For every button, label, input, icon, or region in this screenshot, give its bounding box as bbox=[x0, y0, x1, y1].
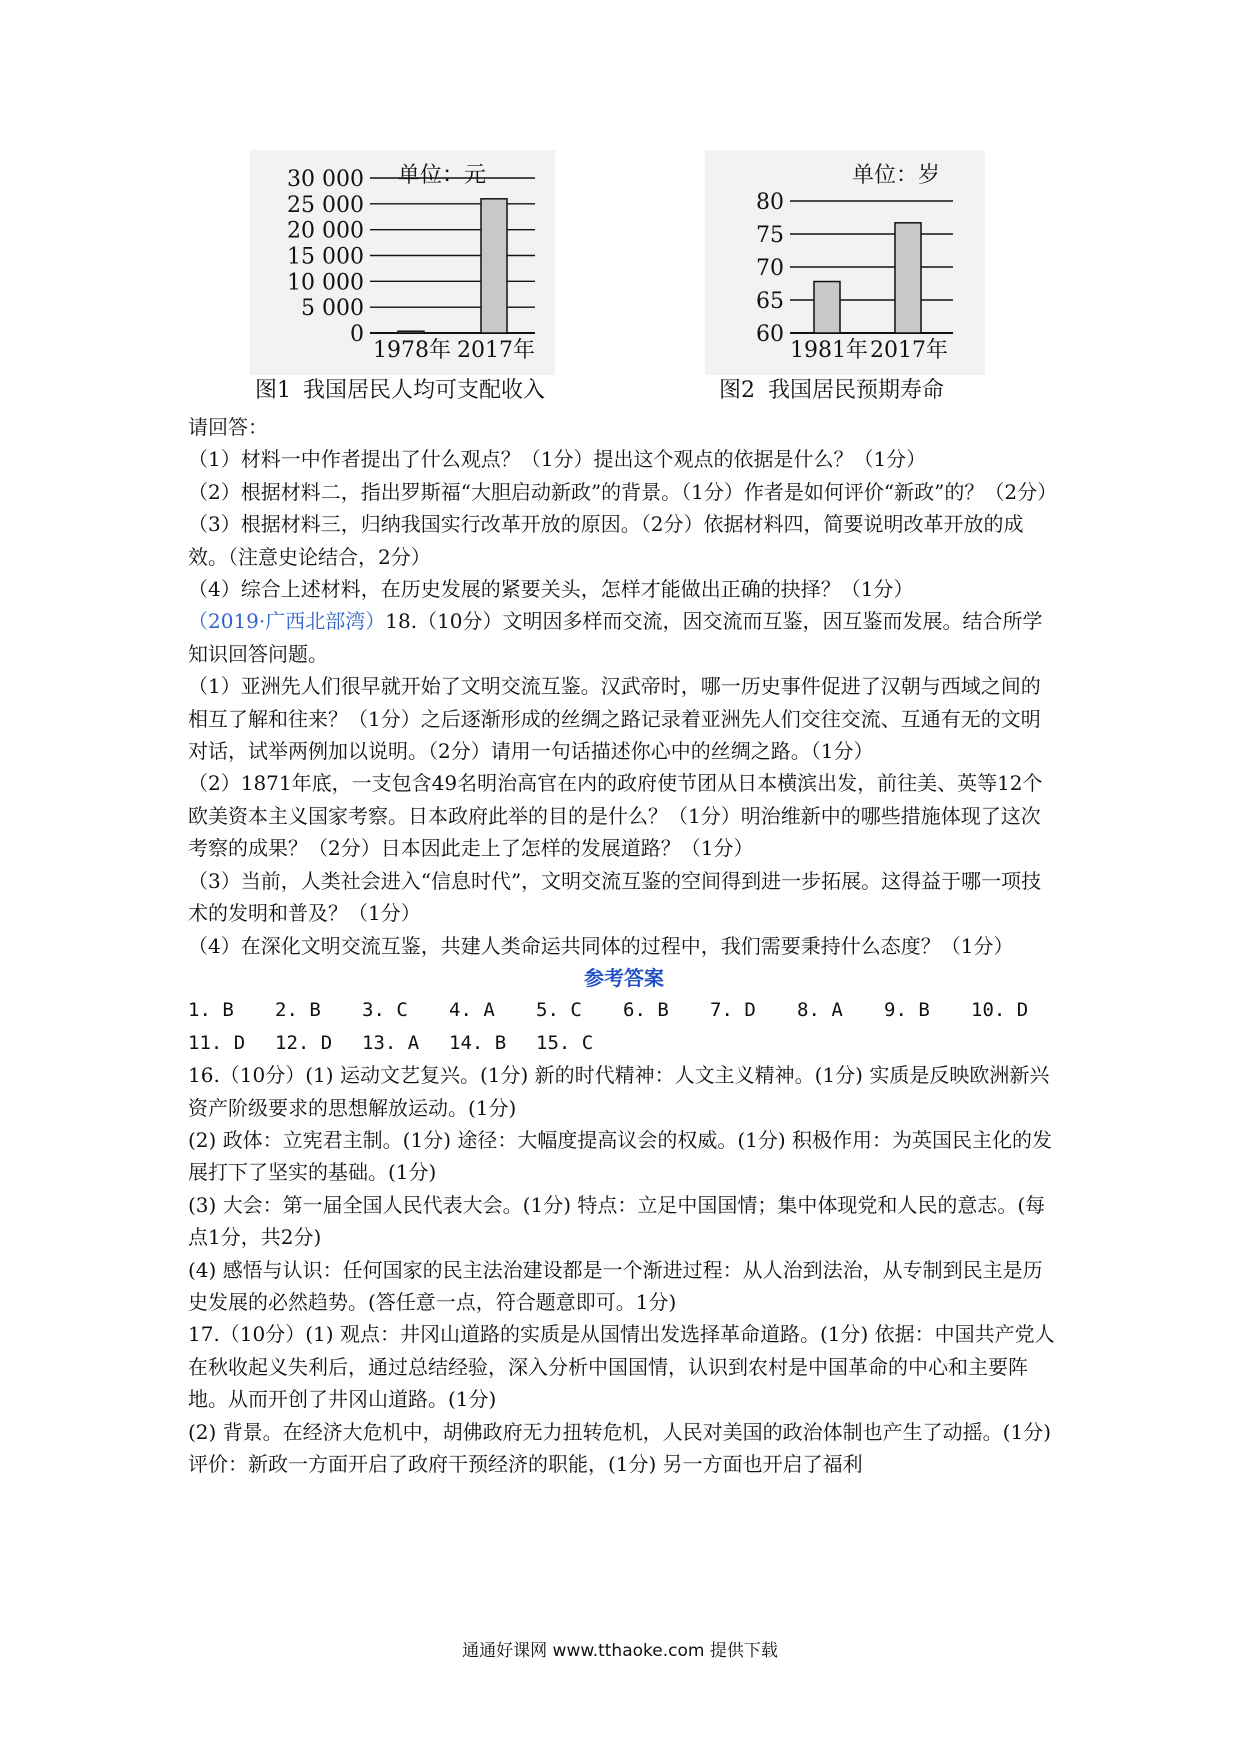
c2-ytick-label-3: 75 bbox=[756, 223, 784, 248]
c2-bar-1 bbox=[895, 223, 921, 333]
mcq-answer-11: 11. D bbox=[188, 1031, 246, 1054]
c2-ytick-label-1: 65 bbox=[756, 289, 784, 314]
figure-1-label: 图1 bbox=[255, 378, 291, 403]
question-prompt: 请回答： bbox=[188, 415, 268, 439]
mcq-answer-9: 9. B bbox=[884, 999, 930, 1022]
mcq-answer-5: 5. C bbox=[536, 999, 582, 1022]
figure-2-label: 图2 bbox=[719, 378, 755, 403]
mcq-answer-14: 14. B bbox=[449, 1031, 507, 1054]
c1-ytick-label-0: 0 bbox=[350, 322, 364, 347]
figure-2-life-expectancy-chart bbox=[705, 150, 985, 403]
answer-16-2: (2) 政体：立宪君主制。(1分) 途径：大幅度提高议会的权威。(1分) 积极作用：为英国民主化的发展打下了坚实的基础。(1分) bbox=[188, 1127, 1053, 1185]
answer-16-1: 16.（10分）(1) 运动文艺复兴。(1分) 新的时代精神：人文主义精神。(1分) 实质是反映欧洲新兴资产阶级要求的思想解放运动。(1分) bbox=[188, 1063, 1050, 1120]
figure-1-title: 我国居民人均可支配收入 bbox=[303, 378, 546, 403]
mcq-answer-4: 4. A bbox=[449, 999, 495, 1022]
c2-category-label-1: 2017年 bbox=[870, 338, 948, 363]
c2-bar-0 bbox=[814, 282, 840, 333]
question-18-3: （3）当前，人类社会进入“信息时代”，文明交流互鉴的空间得到进一步拓展。这得益于哪一项技术的发明和普及？（1分） bbox=[188, 868, 1042, 926]
mcq-answer-2: 2. B bbox=[275, 999, 321, 1022]
c2-ytick-label-0: 60 bbox=[756, 322, 784, 347]
c1-ytick-label-4: 20 000 bbox=[287, 218, 364, 244]
answer-17-2: (2) 背景。在经济大危机中，胡佛政府无力扭转危机，人民对美国的政治体制也产生了动摇。(1分) 评价：新政一方面开启了政府干预经济的职能，(1分) 另一方面也开启了福利 bbox=[188, 1419, 1052, 1476]
c1-ytick-label-1: 5 000 bbox=[301, 296, 364, 322]
question-17-3: （3）根据材料三，归纳我国实行改革开放的原因。（2分）依据材料四，简要说明改革开放的成效。（注意史论结合，2分） bbox=[188, 512, 1024, 569]
c1-bar-1 bbox=[481, 199, 507, 333]
c1-bar-0 bbox=[398, 331, 424, 333]
question-18-1: （1）亚洲先人们很早就开始了文明交流互鉴。汉武帝时，哪一历史事件促进了汉朝与西域之间的相互了解和往来？（1分）之后逐渐形成的丝绸之路记录着亚洲先人们交往交流、互通有无的文明对话，试举两例加以说明。（2分）请用一句话描述你心中的丝绸之路。（1分） bbox=[188, 674, 1041, 764]
mcq-answer-8: 8. A bbox=[797, 999, 843, 1022]
question-17-4: （4）综合上述材料，在历史发展的紧要关头，怎样才能做出正确的抉择？（1分） bbox=[188, 577, 914, 602]
mcq-answer-10: 10. D bbox=[971, 999, 1029, 1022]
c1-category-label-1: 2017年 bbox=[457, 338, 535, 363]
mcq-answer-6: 6. B bbox=[623, 999, 669, 1022]
question-18-stem: 18.（10分）文明因多样而交流，因交流而互鉴，因互鉴而发展。结合所学知识回答问题。 bbox=[188, 609, 1043, 666]
figure-1-unit-label: 单位：元 bbox=[398, 163, 487, 188]
c2-ytick-label-2: 70 bbox=[756, 256, 784, 281]
answer-16-4: (4) 感悟与认识：任何国家的民主法治建设都是一个渐进过程：从人治到法治，从专制到民主是历史发展的必然趋势。(答任意一点，符合题意即可。1分) bbox=[188, 1257, 1043, 1314]
mcq-answers bbox=[188, 994, 1060, 1059]
answer-16-3: (3) 大会：第一届全国人民代表大会。(1分) 特点：立足中国国情；集中体现党和人民的意志。(每点1分，共2分) bbox=[188, 1192, 1046, 1250]
question-18-source: （2019·广西北部湾） bbox=[188, 609, 386, 634]
figure-2-title: 我国居民预期寿命 bbox=[768, 378, 945, 403]
question-18-4: （4）在深化文明交流互鉴，共建人类命运共同体的过程中，我们需要秉持什么态度？（1分） bbox=[188, 933, 1014, 958]
mcq-answer-1: 1. B bbox=[188, 999, 234, 1022]
mcq-answer-7: 7. D bbox=[710, 999, 756, 1022]
mcq-answer-15: 15. C bbox=[536, 1031, 594, 1054]
question-17-1: （1）材料一中作者提出了什么观点？（1分）提出这个观点的依据是什么？（1分） bbox=[188, 447, 927, 472]
question-17-2: （2）根据材料二，指出罗斯福“大胆启动新政”的背景。（1分）作者是如何评价“新政”的？（2分） bbox=[188, 479, 1058, 504]
question-18-stem-block bbox=[188, 605, 1060, 670]
mcq-answer-13: 13. A bbox=[362, 1031, 420, 1054]
answers-title: 参考答案 bbox=[584, 965, 664, 990]
mcq-answer-12: 12. D bbox=[275, 1031, 333, 1054]
figures-area bbox=[0, 0, 1240, 410]
c2-ytick-label-4: 80 bbox=[756, 190, 784, 215]
figure-2-unit-label: 单位：岁 bbox=[852, 163, 941, 188]
mcq-answer-3: 3. C bbox=[362, 999, 408, 1022]
c1-ytick-label-6: 30 000 bbox=[287, 167, 364, 192]
c1-ytick-label-5: 25 000 bbox=[287, 192, 364, 218]
c1-category-label-0: 1978年 bbox=[373, 338, 451, 363]
footer: 通通好课网 www.tthaoke.com 提供下载 bbox=[462, 1641, 778, 1661]
c1-ytick-label-2: 10 000 bbox=[287, 270, 364, 296]
figure-1-income-chart bbox=[250, 150, 555, 403]
c1-ytick-label-3: 15 000 bbox=[287, 244, 364, 270]
question-18-2: （2）1871年底，一支包含49名明治高官在内的政府使节团从日本横滨出发，前往美、英等12个欧美资本主义国家考察。日本政府此举的目的是什么？（1分）明治维新中的哪些措施体现了这次考察的成果？（2分）日本因此走上了怎样的发展道路？（1分） bbox=[188, 771, 1043, 861]
answer-17-1: 17.（10分）(1) 观点：井冈山道路的实质是从国情出发选择革命道路。(1分) 依据：中国共产党人在秋收起义失利后，通过总结经验，深入分析中国国情，认识到农村是中国革命的中心和主要阵地。从而开创了井冈山道路。(1分) bbox=[188, 1322, 1055, 1412]
c2-category-label-0: 1981年 bbox=[790, 338, 868, 363]
document-body bbox=[188, 411, 1060, 1480]
